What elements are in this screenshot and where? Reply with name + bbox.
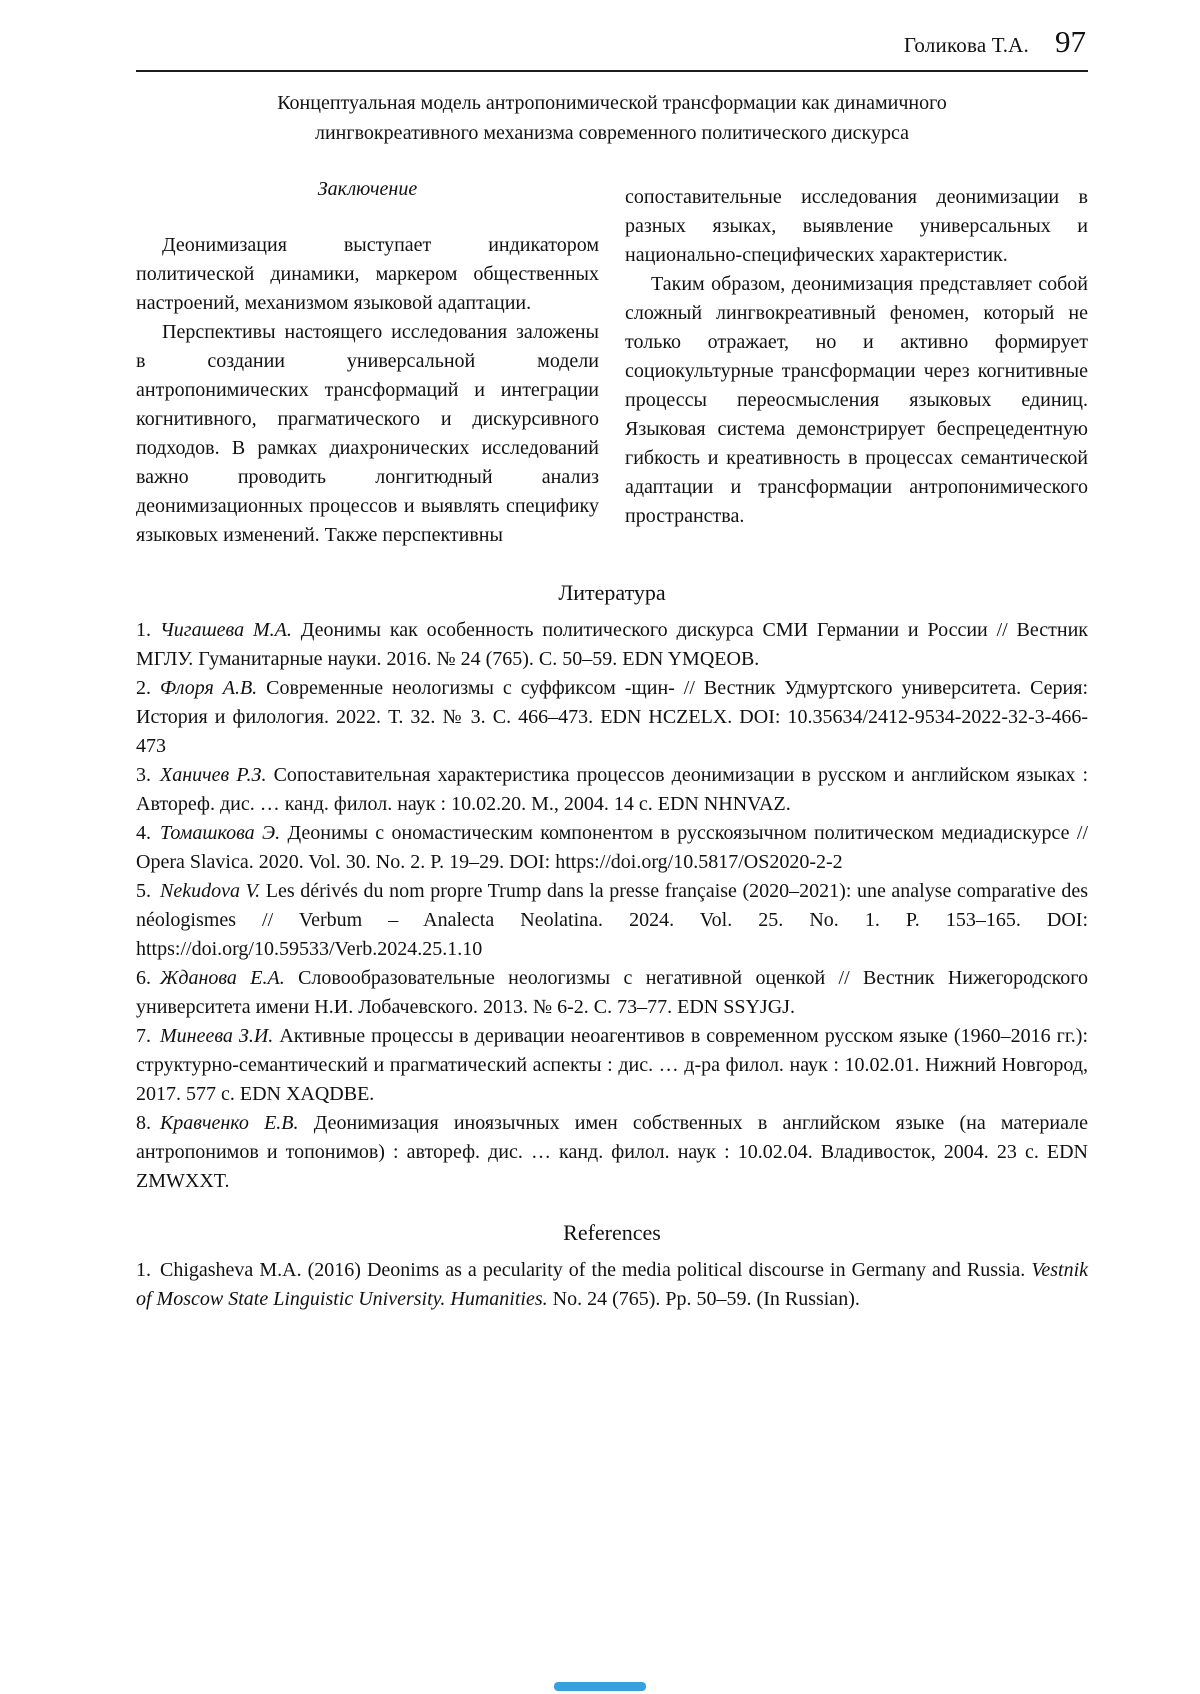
reference-author: Ханичев Р.З. xyxy=(160,764,267,786)
reference-item xyxy=(136,877,1088,964)
reference-number: 6. xyxy=(136,967,151,989)
reference-number: 1. xyxy=(136,1259,151,1281)
reference-text: Словообразовательные неологизмы с негативной оценкой // Вестник Нижегородского университета имени Н.И. Лобачевского. 2013. № 6-2. С. 73–77. EDN SSYJGJ. xyxy=(136,967,1089,1018)
literatura-list xyxy=(136,616,1088,1196)
references-en-list xyxy=(136,1256,1088,1314)
conclusion-paragraph: Деонимизация выступает индикатором политической динамики, маркером общественных настроений, механизмом языковой адаптации. xyxy=(136,234,599,314)
reference-text: No. 24 (765). Pp. 50–59. (In Russian). xyxy=(552,1288,860,1310)
reference-item xyxy=(136,819,1088,877)
conclusion-paragraph: сопоставительные исследования деонимизации в разных языках, выявление универсальных и национально-специфических характеристик. xyxy=(625,186,1088,266)
reference-author: Кравченко Е.В. xyxy=(160,1112,299,1134)
reference-author: Чигашева М.А. xyxy=(160,619,292,641)
reference-number: 1. xyxy=(136,619,151,641)
reference-text: Chigasheva M.A. (2016) Deonims as a pecularity of the media political discourse in Germany and Russia. xyxy=(160,1259,1026,1281)
reference-item xyxy=(136,1109,1088,1196)
reference-text: Активные процессы в деривации неоагентивов в современном русском языке (1960–2016 гг.): структурно-семантический и прагматический аспекты : дис. … д-ра филол. наук : 10.02.01. Нижний Новгород, 2017. 577 с. EDN XAQDBE. xyxy=(136,1025,1088,1105)
reference-author: Минеева З.И. xyxy=(160,1025,274,1047)
reference-item xyxy=(136,964,1088,1022)
reference-author: Томашкова Э. xyxy=(160,822,281,844)
article-title xyxy=(136,88,1088,148)
reference-item xyxy=(136,616,1088,674)
reference-text: Деонимизация иноязычных имен собственных в английском языке (на материале антропонимов и топонимов) : автореф. дис. … канд. филол. наук : 10.02.04. Владивосток, 2004. 23 с. EDN ZMWXXT. xyxy=(136,1112,1089,1192)
conclusion-paragraph: Перспективы настоящего исследования заложены в создании универсальной модели антропонимических трансформаций и интеграции когнитивного, прагматического и дискурсивного подходов. В рамках диахронических исследований важно проводить лонгитюдный анализ деонимизационных процессов и выявлять специфику языковых изменений. Также перспективны xyxy=(136,321,599,546)
page-indicator-bar xyxy=(554,1682,646,1691)
reference-author: Жданова Е.А. xyxy=(160,967,285,989)
reference-text: Деонимы с ономастическим компонентом в русскоязычном политическом медиадискурсе // Opera Slavica. 2020. Vol. 30. No. 2. P. 19–29. DOI: https://doi.org/10.5817/OS2020-2-2 xyxy=(136,822,1089,873)
reference-number: 2. xyxy=(136,677,151,699)
reference-number: 8. xyxy=(136,1112,151,1134)
right-column xyxy=(625,174,1088,550)
reference-number: 3. xyxy=(136,764,151,786)
reference-item xyxy=(136,1022,1088,1109)
reference-text: Деонимы как особенность политического дискурса СМИ Германии и России // Вестник МГЛУ. Гуманитарные науки. 2016. № 24 (765). С. 50–59. EDN YMQEOB. xyxy=(136,619,1089,670)
reference-author: Nekudova V. xyxy=(160,880,261,902)
conclusion-paragraph: Таким образом, деонимизация представляет собой сложный лингвокреативный феномен, который не только отражает, но и активно формирует социокультурные трансформации через когнитивные процессы переосмысления языковых единиц. Языковая система демонстрирует беспрецедентную гибкость и креативность в процессах семантической адаптации и трансформации антропонимического пространства. xyxy=(625,273,1088,527)
running-head-author: Голикова Т.А. xyxy=(903,33,1029,57)
conclusion-heading: Заключение xyxy=(317,178,418,200)
running-header xyxy=(136,24,1088,60)
conclusion-columns xyxy=(136,174,1088,550)
references-en-heading: References xyxy=(563,1220,661,1245)
article-title-line-1: Концептуальная модель антропонимической трансформации как динамичного xyxy=(277,92,947,114)
left-column xyxy=(136,174,599,550)
reference-text: Сопоставительная характеристика процессов деонимизации в русском и английском языках : Автореф. дис. … канд. филол. наук : 10.02.20. М., 2004. 14 с. EDN NHNVAZ. xyxy=(136,764,1088,815)
article-title-line-2: лингвокреативного механизма современного политического дискурса xyxy=(314,122,909,144)
reference-number: 7. xyxy=(136,1025,151,1047)
reference-text: Les dérivés du nom propre Trump dans la presse française (2020–2021): une analyse comparative des néologismes // Verbum – Analecta Neolatina. 2024. Vol. 25. No. 1. P. 153–165. DOI: https://doi.org/10.59533/Verb.2024.25.1.10 xyxy=(136,880,1089,960)
reference-number: 4. xyxy=(136,822,151,844)
reference-item xyxy=(136,761,1088,819)
literatura-heading: Литература xyxy=(558,580,666,605)
reference-author: Флоря А.В. xyxy=(160,677,258,699)
reference-text: Современные неологизмы с суффиксом -щин- // Вестник Удмуртского университета. Серия: История и филология. 2022. Т. 32. № 3. С. 466–473. EDN HCZELX. DOI: 10.35634/2412-9534-2022-32-3-466-473 xyxy=(136,677,1089,757)
page-number: 97 xyxy=(1055,24,1086,59)
reference-number: 5. xyxy=(136,880,151,902)
reference-item xyxy=(136,674,1088,761)
reference-item xyxy=(136,1256,1088,1314)
header-rule xyxy=(136,70,1088,72)
reference-journal: Vestnik of Moscow State Linguistic University. Humanities. xyxy=(136,1259,1089,1310)
